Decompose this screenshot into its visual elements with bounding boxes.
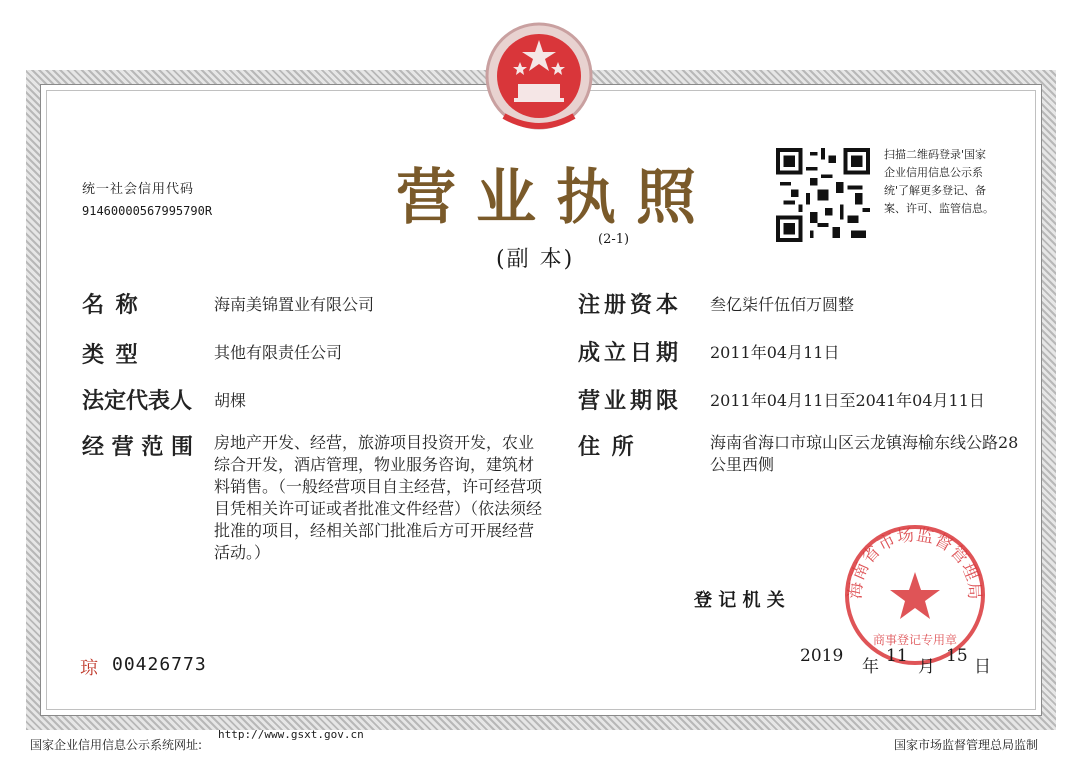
capital-label: 注册资本 — [578, 293, 683, 318]
issue-year-char: 年 — [862, 657, 879, 677]
scope-label: 经 营 范 围 — [82, 435, 193, 460]
footer-issuer: 国家市场监督管理总局监制 — [894, 738, 1039, 752]
issue-day-char: 日 — [974, 657, 991, 677]
serial-prefix: 琼 — [80, 658, 98, 679]
scope-value: 房地产开发、经营，旅游项目投资开发，农业综合开发，酒店管理，物业服务咨询，建筑材料销售。（一般经营项目自主经营，许可经营项目凭相关许可证或者批准文件经营）（依法须经批准的项目，经相关部门批准后方可开展经营活动。） — [214, 433, 543, 562]
authority-label: 登 记 机 关 — [694, 590, 785, 611]
document-subtitle: (副 本) — [496, 247, 575, 272]
address-value: 海南省海口市琼山区云龙镇海榆东线公路28公里西侧 — [710, 433, 1019, 474]
issue-month: 11 — [886, 646, 908, 666]
document-title: 营业执照 — [396, 163, 716, 233]
issue-day: 15 — [946, 646, 968, 666]
type-label: 类 型 — [82, 343, 140, 368]
qr-instructions: 扫描二维码登录'国家企业信用信息公示系统'了解更多登记、备案、许可、监管信息。 — [884, 148, 994, 215]
issue-year: 2019 — [800, 646, 844, 666]
name-label: 名 称 — [82, 293, 140, 318]
name-value: 海南美锦置业有限公司 — [214, 295, 375, 314]
established-label: 成立日期 — [578, 341, 683, 366]
seal-subtext: 商事登记专用章 — [872, 633, 958, 647]
seal-text: 海南省市场监督管理局 — [845, 525, 985, 601]
capital-value: 叁亿柒仟伍佰万圆整 — [710, 295, 855, 314]
footer-url[interactable]: http://www.gsxt.gov.cn — [218, 728, 364, 741]
serial-number: 00426773 — [112, 654, 207, 675]
footer-site-label: 国家企业信用信息公示系统网址: — [30, 738, 203, 752]
term-value: 2011年04月11日至2041年04月11日 — [710, 391, 985, 410]
term-label: 营业期限 — [578, 389, 683, 414]
qr-code-icon — [776, 148, 870, 242]
type-value: 其他有限责任公司 — [214, 343, 343, 362]
legal-rep-label: 法定代表人 — [82, 389, 193, 414]
established-value: 2011年04月11日 — [710, 343, 840, 362]
issue-month-char: 月 — [918, 657, 935, 677]
national-emblem-icon — [484, 18, 594, 138]
legal-rep-value: 胡棵 — [214, 391, 247, 410]
copy-number: (2-1) — [598, 232, 630, 247]
credit-code-label: 统一社会信用代码 — [82, 182, 195, 197]
address-label: 住 所 — [578, 435, 636, 460]
credit-code-value: 91460000567995790R — [82, 204, 213, 218]
